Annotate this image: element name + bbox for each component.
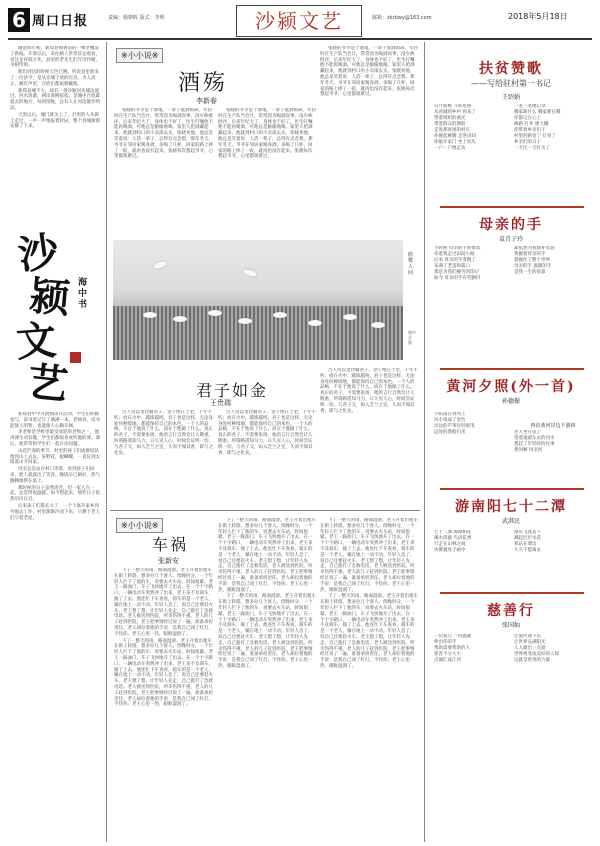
story-body — [114, 568, 214, 840]
poem-line: 点滴汇成江河 — [434, 658, 461, 663]
story-paragraph: 张晓的爷爷是个酒鬼，一辈子爱酒如命。年轻时在生产队当会计，常常因为喝酒误事，没少挨批评。后来年纪大了，身体也不好了，医生叮嘱他不能再喝酒，可他总是偷偷地喝。家里人把酒藏起来，他就到村口的小卖部去买。张晓劝他，他总是笑着说：人活一辈子，总得有点念想。那年冬天，爷爷在邻居家喝喜酒，多喝了几杯，回家的路上摔了一跤，就再也没有起来。张晓每次想起爷爷，心里都很难过。 — [114, 108, 213, 160]
poem-line: 瀑布飞流直下 — [514, 530, 541, 535]
section-title: 沙颍文艺 — [236, 5, 362, 37]
poem-author: 孙德振 — [501, 398, 520, 405]
left-paragraph: 母亲总是站在村口等着，看到孩子们回来，脸上就露出了笑容。晚饭早已做好，热气腾腾地摆在桌上。 — [10, 467, 100, 484]
poem-line: 走进那贫困的村庄 — [434, 128, 470, 133]
poem-line: 从省城到乡村 你来了 — [434, 110, 476, 115]
issue-date: 2018年5月18日 — [508, 12, 568, 21]
story-title: 酒殇 — [178, 71, 229, 96]
poem-line: 河水染成了金色 — [434, 418, 466, 423]
poem-line: 那是为我们操劳的印记 — [434, 270, 479, 275]
crane-bird — [273, 312, 287, 318]
poem-line: 帮助需要帮助的人 — [434, 646, 470, 651]
poem-line: 如今 母亲的手有些颤抖 — [434, 276, 481, 281]
photo-credit: 谢中武 摄 — [408, 330, 416, 345]
poem-line: 小时候 母亲的手很柔软 — [434, 246, 481, 251]
poem-line: 后来 母亲的手变粗了 — [434, 258, 476, 263]
poem-title: 慈善行 — [487, 603, 535, 619]
poem-body — [434, 530, 510, 580]
story-paragraph: 古人常以金比喻君子。金子埋在土里，千年不朽；放在火中，越炼越纯。君子也是这样，无论身处何种境地，都能保持自己的本色。一个人的品格，不在于他说了什么，而在于他做了什么。真正的君子，不需要张扬，他的言行自然会让人敬重。所谓路遥知马力，日久见人心，时间会证明一切。与君子交，如入芝兰之室，久而不闻其香，即与之化矣。 — [114, 410, 213, 456]
story-paragraph: 张晓的爷爷是个酒鬼，一辈子爱酒如命。年轻时在生产队当会计，常常因为喝酒误事，没少挨批评。后来年纪大了，身体也不好了，医生叮嘱他不能再喝酒，可他总是偷偷地喝。家里人把酒藏起来，他就到村口的小卖部去买。张晓劝他，他总是笑着说：人活一辈子，总得有点念想。那年冬天，爷爷在邻居家喝喜酒，多喝了几杯，回家的路上摔了一跤，就再也没有起来。张晓每次想起爷爷，心里都很难过。 — [320, 46, 418, 98]
poem-title: 游南阳七十二潭 — [455, 499, 567, 515]
poem-body — [434, 634, 510, 834]
story-paragraph: 下了一整天的雨，路面湿滑。老王开着出租车在街上转悠，想多拉几个客人。傍晚时分，一个年轻人拦下了他的车，说要去火车站，时间很紧。老王一踩油门，车子飞快地开了出去。在一个十字路口，一辆电动车突然冲了出来，老王来不及刹车，撞了上去。他连忙下车查看，骑车的是一个老人，躺在地上一动不动。年轻人急了，说自己还要赶火车。老王想了想，让年轻人先走，自己拨打了急救电话。老人被送到医院，所幸伤得不重。老人的儿子赶到医院，老王把事情经过说了一遍，准备承担责任。老人却拉着他的手说：是我自己闯了红灯，不怪你。老王心里一热，眼眶湿润了。 — [320, 518, 418, 593]
poem-line: 望着滚滚东去的河水 — [514, 436, 555, 441]
header-rule — [8, 38, 592, 40]
poem-line: 你都记在心上 — [514, 116, 541, 121]
crane-bird — [242, 268, 257, 277]
poem-line: 一笔一笔地记录 — [514, 104, 546, 109]
crane-bird — [238, 318, 252, 324]
poem-line: 修路 打井 建大棚 — [514, 122, 549, 127]
crane-bird — [343, 314, 357, 320]
story-tag: ※小小说※ — [116, 48, 163, 63]
poem-line: 一户一户地走访 — [434, 146, 466, 151]
poem-line: 溪水清澈 鸟语花香 — [434, 536, 472, 541]
story-author: 王贵瑞 — [210, 399, 231, 407]
newspaper-name: 周口日报 — [32, 14, 89, 29]
poem-line: 这就是慈善的力量 — [514, 658, 550, 663]
poem-line: 慈善不分大小 — [434, 652, 461, 657]
poem-line: 是我一生的依靠 — [514, 270, 546, 275]
column-divider — [106, 42, 107, 842]
poem-body — [434, 104, 510, 200]
story-paragraph: 古人常以金比喻君子。金子埋在土里，千年不朽；放在火中，越炼越纯。君子也是这样，无论身处何种境地，都能保持自己的本色。一个人的品格，不在于他说了什么，而在于他做了什么。真正的君子，不需要张扬，他的言行自然会让人敬重。所谓路遥知马力，日久见人心，时间会证明一切。与君子交，如入芝兰之室，久而不闻其香，即与之化矣。 — [320, 368, 418, 414]
calligraphy-char: 颍 — [27, 272, 72, 323]
story-paragraph: 下了一整天的雨，路面湿滑。老王开着出租车在街上转悠，想多拉几个客人。傍晚时分，一个年轻人拦下了他的车，说要去火车站，时间很紧。老王一踩油门，车子飞快地开了出去。在一个十字路口，一辆电动车突然冲了出来，老王来不及刹车，撞了上去。他连忙下车查看，骑车的是一个老人，躺在地上一动不动。年轻人急了，说自己还要赶火车。老王想了想，让年轻人先走，自己拨打了急救电话。老人被送到医院，所幸伤得不重。老人的儿子赶到医院，老王把事情经过说了一遍，准备承担责任。老人却拉着他的手说：是我自己闯了红灯，不怪你。老王心里一热，眼眶湿润了。 — [114, 638, 213, 708]
page-number: 6 — [8, 8, 30, 32]
poem-subtitle: ——写给驻村第一书记 — [471, 79, 551, 88]
crane-bird — [308, 320, 322, 326]
poem-line: 一份爱心 一份温暖 — [434, 634, 472, 639]
editor-line: 责编：杨朝晖 版式：李明 — [108, 15, 165, 21]
poem-line: 哪家缺什么 哪家难在哪 — [514, 110, 561, 115]
poem-author: 武淇民 — [501, 518, 520, 525]
left-column-top — [10, 46, 102, 216]
crane-photo — [113, 240, 403, 360]
poem-line: 行走在山林之间 — [434, 542, 466, 547]
poem-line: 远处的渔船归来 — [434, 430, 466, 435]
poem-line: 老人坐在堤上 — [514, 430, 541, 435]
poem-line: 我握着母亲的手 — [514, 252, 546, 257]
poem-line: 就握住了整个世界 — [514, 258, 550, 263]
poem-body — [434, 412, 510, 466]
story-body — [218, 108, 316, 234]
poem-line: 岸边的芦苇轻轻摇曳 — [434, 424, 475, 429]
poem-line: 牵着我走过田间小路 — [434, 252, 475, 257]
section-divider — [440, 592, 584, 594]
contact-line: 邮箱：zkrbwy@163.com — [372, 15, 432, 21]
section-divider — [440, 206, 584, 208]
story-title: 君子如金 — [196, 381, 269, 400]
story-author: 李新春 — [196, 97, 217, 105]
story-tag: ※小小说※ — [116, 518, 163, 533]
poem-line: 一天比一天红火了 — [514, 146, 550, 151]
poem-body — [514, 634, 592, 834]
page-header — [0, 0, 600, 40]
poem-line: 带着群众的期盼 — [434, 122, 466, 127]
poem-line: 世界将变成美好的人间 — [514, 652, 559, 657]
poem-line: 你敲开家门 坐上炕头 — [434, 140, 476, 145]
story-paragraph: 张晓的爷爷是个酒鬼，一辈子爱酒如命。年轻时在生产队当会计，常常因为喝酒误事，没少挨批评。后来年纪大了，身体也不好了，医生叮嘱他不能再喝酒，可他总是偷偷地喝。家里人把酒藏起来，他就到村口的小卖部去买。张晓劝他，他总是笑着说：人活一辈子，总得有点念想。那年冬天，爷爷在邻居家喝喜酒，多喝了几杯，回家的路上摔了一跤，就再也没有起来。张晓每次想起爷爷，心里都很难过。 — [218, 108, 316, 160]
photo-caption: 鸥鹭人间 — [408, 252, 414, 276]
crane-bird — [152, 260, 167, 270]
poem-line: 溅起层层水花 — [514, 536, 541, 541]
poem-line: 伸出你的手 — [434, 640, 457, 645]
poem-line: 仿佛置身于画中 — [434, 548, 466, 553]
story-body — [320, 368, 418, 506]
poem-line: 带着组织的重托 — [434, 116, 466, 121]
left-paragraph: 后来孩子们都长大了，一个个离开家乡到外地去工作，村里渐渐冷清下来，只剩下老人们守着老屋。 — [10, 503, 100, 521]
poem-body — [434, 246, 510, 346]
left-paragraph: 他们到达的时候天色已晚，听说县里新来了一位县令，是从京城下放的官员，为人清正，颇有声望，百姓们都很拥戴他。 — [10, 70, 99, 87]
poem-line: 你带着乡亲们干 — [514, 128, 546, 133]
left-paragraph: 新郑县城不大，却有一条沙颍河从城边流过。河水清澈，两岸垂柳依依，是城中百姓最爱去的地方。每到傍晚，总有人在河边散步纳凉。 — [10, 88, 100, 111]
poem-line: 让爱传递下去 — [514, 634, 541, 639]
poem-line: 夕阳落在黄河上 — [434, 412, 466, 417]
red-seal-stamp — [70, 352, 81, 363]
left-paragraph: 那时候的日子虽然清苦，但一家人在一起，总觉得很温暖。如今想起来，那些日子依然历历在目。 — [10, 485, 100, 503]
left-paragraph: 谢沧海年初，新郑县衙署前的一棵老槐发了新枝。开春以后，来往路人常常驻足观看，说这是祥瑞之兆。县里的老先生们写诗作赋，争相传颂。 — [10, 46, 100, 69]
crane-bird — [143, 312, 157, 318]
story-paragraph: 古人常以金比喻君子。金子埋在土里，千年不朽；放在火中，越炼越纯。君子也是这样，无论身处何种境地，都能保持自己的本色。一个人的品格，不在于他说了什么，而在于他做了什么。真正的君子，不需要张扬，他的言行自然会让人敬重。所谓路遥知马力，日久见人心，时间会证明一切。与君子交，如入芝兰之室，久而不闻其香，即与之化矣。 — [218, 410, 316, 456]
calligraphy-char: 文 — [14, 316, 58, 367]
crane-bird — [371, 322, 385, 328]
story-body — [218, 518, 316, 840]
poem-author: 张国灿 — [501, 622, 520, 629]
poem-line: 村里的路宽了 灯亮了 — [514, 134, 556, 139]
poem-title: 黄河夕照(外一首) — [446, 379, 576, 395]
poem-line: 你挽起裤腿 走进田间 — [434, 134, 476, 139]
poem-line: 却依然为我缝补衣裳 — [514, 246, 555, 251]
poem-line: 黄河啊 母亲河 — [514, 448, 543, 453]
story-body — [114, 410, 214, 506]
poem-title: 母亲的手 — [479, 217, 543, 233]
poem-line: 让世界充满阳光 — [514, 640, 546, 645]
poem-line: 日月如梭 斗转星移 — [434, 104, 472, 109]
story-author: 张新安 — [158, 557, 179, 565]
section-divider — [440, 368, 584, 370]
crane-bird — [208, 310, 222, 316]
poem-body — [514, 530, 592, 580]
left-paragraph: 新郑县中学开展阅读月活动，学生们积极参与，读书笔记写了满满一本。老师说，读书能使人明智，也能使人心胸开阔。 — [10, 412, 100, 429]
poem-line: 人人献出一点爱 — [514, 646, 546, 651]
story-title: 车祸 — [152, 535, 189, 554]
left-column-bottom — [10, 412, 102, 840]
story-body — [114, 108, 214, 234]
left-paragraph: 李老师是学校里最受欢迎的老师之一，他讲课生动有趣，学生们都很喜欢听他的课。课后，他常常和学生们一起讨论问题。 — [10, 430, 100, 447]
calligraphy-artwork — [12, 222, 98, 409]
calligraphy-char: 艺 — [25, 358, 71, 409]
poem-body — [514, 246, 592, 346]
story-body — [320, 518, 418, 840]
story-body — [320, 46, 418, 234]
poem-line: 布满了老茧和裂口 — [434, 264, 470, 269]
poem-line: 想起了年轻时的往事 — [514, 442, 555, 447]
poem-line: 久久不愿离去 — [514, 548, 541, 553]
poem-author: 王绍娟 — [501, 94, 520, 101]
poem-subtitle: 再访黄河岸边下游林 — [530, 423, 576, 429]
story-paragraph: 下了一整天的雨，路面湿滑。老王开着出租车在街上转悠，想多拉几个客人。傍晚时分，一个年轻人拦下了他的车，说要去火车站，时间很紧。老王一踩油门，车子飞快地开了出去。在一个十字路口，一辆电动车突然冲了出来，老王来不及刹车，撞了上去。他连忙下车查看，骑车的是一个老人，躺在地上一动不动。年轻人急了，说自己还要赶火车。老王想了想，让年轻人先走，自己拨打了急救电话。老人被送到医院，所幸伤得不重。老人的儿子赶到医院，老王把事情经过说了一遍，准备承担责任。老人却拉着他的手说：是我自己闯了红灯，不怪你。老王心里一热，眼眶湿润了。 — [320, 594, 418, 669]
poem-title: 扶贫赞歌 — [479, 61, 543, 77]
poem-author: 袁青子玲 — [498, 236, 523, 243]
left-paragraph: 天黑以后，城门就关上了，打更的人从街上走过，一声一声地报着时辰，整个县城渐渐安静了下来。 — [10, 112, 100, 130]
left-paragraph: 山花烂漫的季节，村里的孩子们成群结队地到山上去玩，采野花，捉蝴蝶，一直玩到太阳落山才回家。 — [10, 448, 100, 466]
poem-body — [514, 430, 592, 470]
poem-body — [514, 104, 592, 200]
story-paragraph: 下了一整天的雨，路面湿滑。老王开着出租车在街上转悠，想多拉几个客人。傍晚时分，一个年轻人拦下了他的车，说要去火车站，时间很紧。老王一踩油门，车子飞快地开了出去。在一个十字路口，一辆电动车突然冲了出来，老王来不及刹车，撞了上去。他连忙下车查看，骑车的是一个老人，躺在地上一动不动。年轻人急了，说自己还要赶火车。老王想了想，让年轻人先走，自己拨打了急救电话。老人被送到医院，所幸伤得不重。老人的儿子赶到医院，老王把事情经过说了一遍，准备承担责任。老人却拉着他的手说：是我自己闯了红灯，不怪你。老王心里一热，眼眶湿润了。 — [114, 568, 213, 637]
crane-bird — [173, 316, 187, 322]
poem-line: 母亲的手 温暖的手 — [514, 264, 552, 269]
story-paragraph: 下了一整天的雨，路面湿滑。老王开着出租车在街上转悠，想多拉几个客人。傍晚时分，一个年轻人拦下了他的车，说要去火车站，时间很紧。老王一踩油门，车子飞快地开了出去。在一个十字路口，一辆电动车突然冲了出来，老王来不及刹车，撞了上去。他连忙下车查看，骑车的是一个老人，躺在地上一动不动。年轻人急了，说自己还要赶火车。老王想了想，让年轻人先走，自己拨打了急救电话。老人被送到医院，所幸伤得不重。老人的儿子赶到医院，老王把事情经过说了一遍，准备承担责任。老人却拉着他的手说：是我自己闯了红灯，不怪你。老王心里一热，眼眶湿润了。 — [218, 518, 316, 593]
poem-line: 我站在潭边 — [514, 542, 537, 547]
story-divider — [110, 510, 420, 511]
story-paragraph: 下了一整天的雨，路面湿滑。老王开着出租车在街上转悠，想多拉几个客人。傍晚时分，一个年轻人拦下了他的车，说要去火车站，时间很紧。老王一踩油门，车子飞快地开了出去。在一个十字路口，一辆电动车突然冲了出来，老王来不及刹车，撞了上去。他连忙下车查看，骑车的是一个老人，躺在地上一动不动。年轻人急了，说自己还要赶火车。老王想了想，让年轻人先走，自己拨打了急救电话。老人被送到医院，所幸伤得不重。老人的儿子赶到医院，老王把事情经过说了一遍，准备承担责任。老人却拉着他的手说：是我自己闯了红灯，不怪你。老王心里一热，眼眶湿润了。 — [218, 594, 316, 669]
column-divider — [424, 42, 425, 842]
section-divider — [440, 488, 584, 490]
calligraphy-char: 沙 — [15, 227, 62, 280]
poem-line: 乡亲们的日子 — [514, 140, 541, 145]
story-body — [218, 410, 316, 506]
poem-line: 七十二潭 潭潭相连 — [434, 530, 472, 535]
calligraphy-signature: 海中书 — [78, 278, 88, 310]
